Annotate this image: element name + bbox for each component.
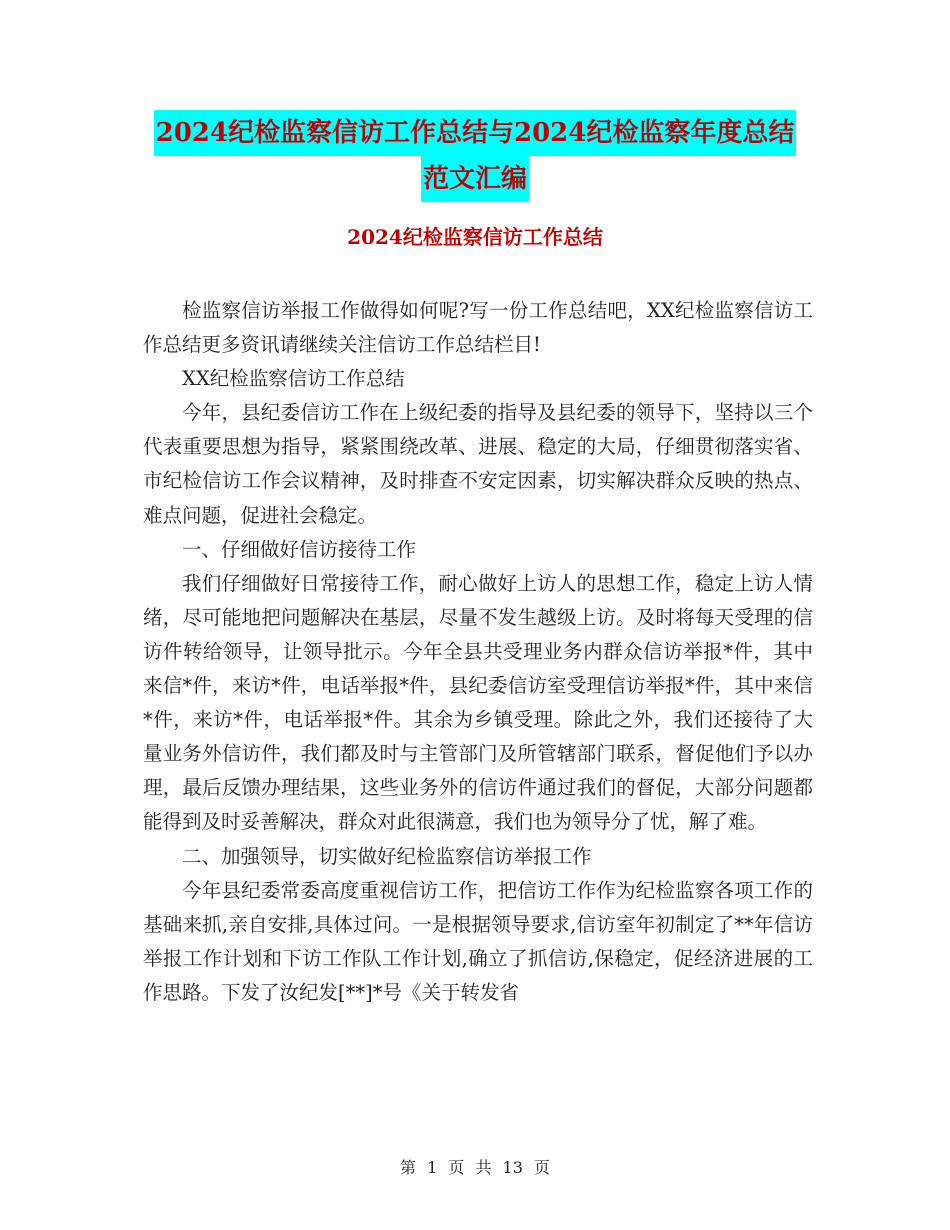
- heading-one: 一、仔细做好信访接待工作: [182, 537, 417, 561]
- heading-two: 二、加强领导，切实做好纪检监察信访举报工作: [182, 844, 592, 868]
- section-title: 2024纪检监察信访工作总结: [347, 225, 603, 249]
- document-title: [0, 110, 950, 202]
- paragraph-reception: 我们仔细做好日常接待工作，耐心做好上访人的思想工作，稳定上访人情绪，尽可能地把问题解决在基层，尽量不发生越级上访。及时将每天受理的信访件转给领导，让领导批示。今年全县共受理业务内群众信访举报*件，其中来信*件，来访*件，电话举报*件，县纪委信访室受理信访举报*件，其中来信*件，来访*件，电话举报*件。其余为乡镇受理。除此之外，我们还接待了大量业务外信访件，我们都及时与主管部门及所管辖部门联系，督促他们予以办理，最后反馈办理结果，这些业务外的信访件通过我们的督促，大部分问题都能得到及时妥善解决，群众对此很满意，我们也为领导分了忧，解了难。: [143, 571, 813, 834]
- title-line-1: 2024纪检监察信访工作总结与2024纪检监察年度总结: [154, 110, 797, 156]
- page-footer: 第 1 页 共 13 页: [400, 1158, 550, 1177]
- paragraph-overview: 今年，县纪委信访工作在上级纪委的指导及县纪委的领导下，坚持以三个代表重要思想为指导，紧紧围绕改革、进展、稳定的大局，仔细贯彻落实省、市纪检信访工作会议精神，及时排查不安定因素，切实解决群众反映的热点、难点问题，促进社会稳定。: [143, 401, 813, 527]
- paragraph-subtitle: XX纪检监察信访工作总结: [182, 367, 405, 391]
- title-line-2: 范文汇编: [421, 156, 529, 202]
- body-text: [143, 294, 813, 1010]
- paragraph-leadership: 今年县纪委常委高度重视信访工作，把信访工作作为纪检监察各项工作的基础来抓,亲自安排,具体过问。一是根据领导要求,信访室年初制定了**年信访举报工作计划和下访工作队工作计划,确立了抓信访,保稳定，促经济进展的工作思路。下发了汝纪发[**]*号《关于转发省: [143, 878, 813, 1004]
- paragraph-intro: 检监察信访举报工作做得如何呢?写一份工作总结吧，XX纪检监察信访工作总结更多资讯请继续关注信访工作总结栏目!: [143, 299, 813, 357]
